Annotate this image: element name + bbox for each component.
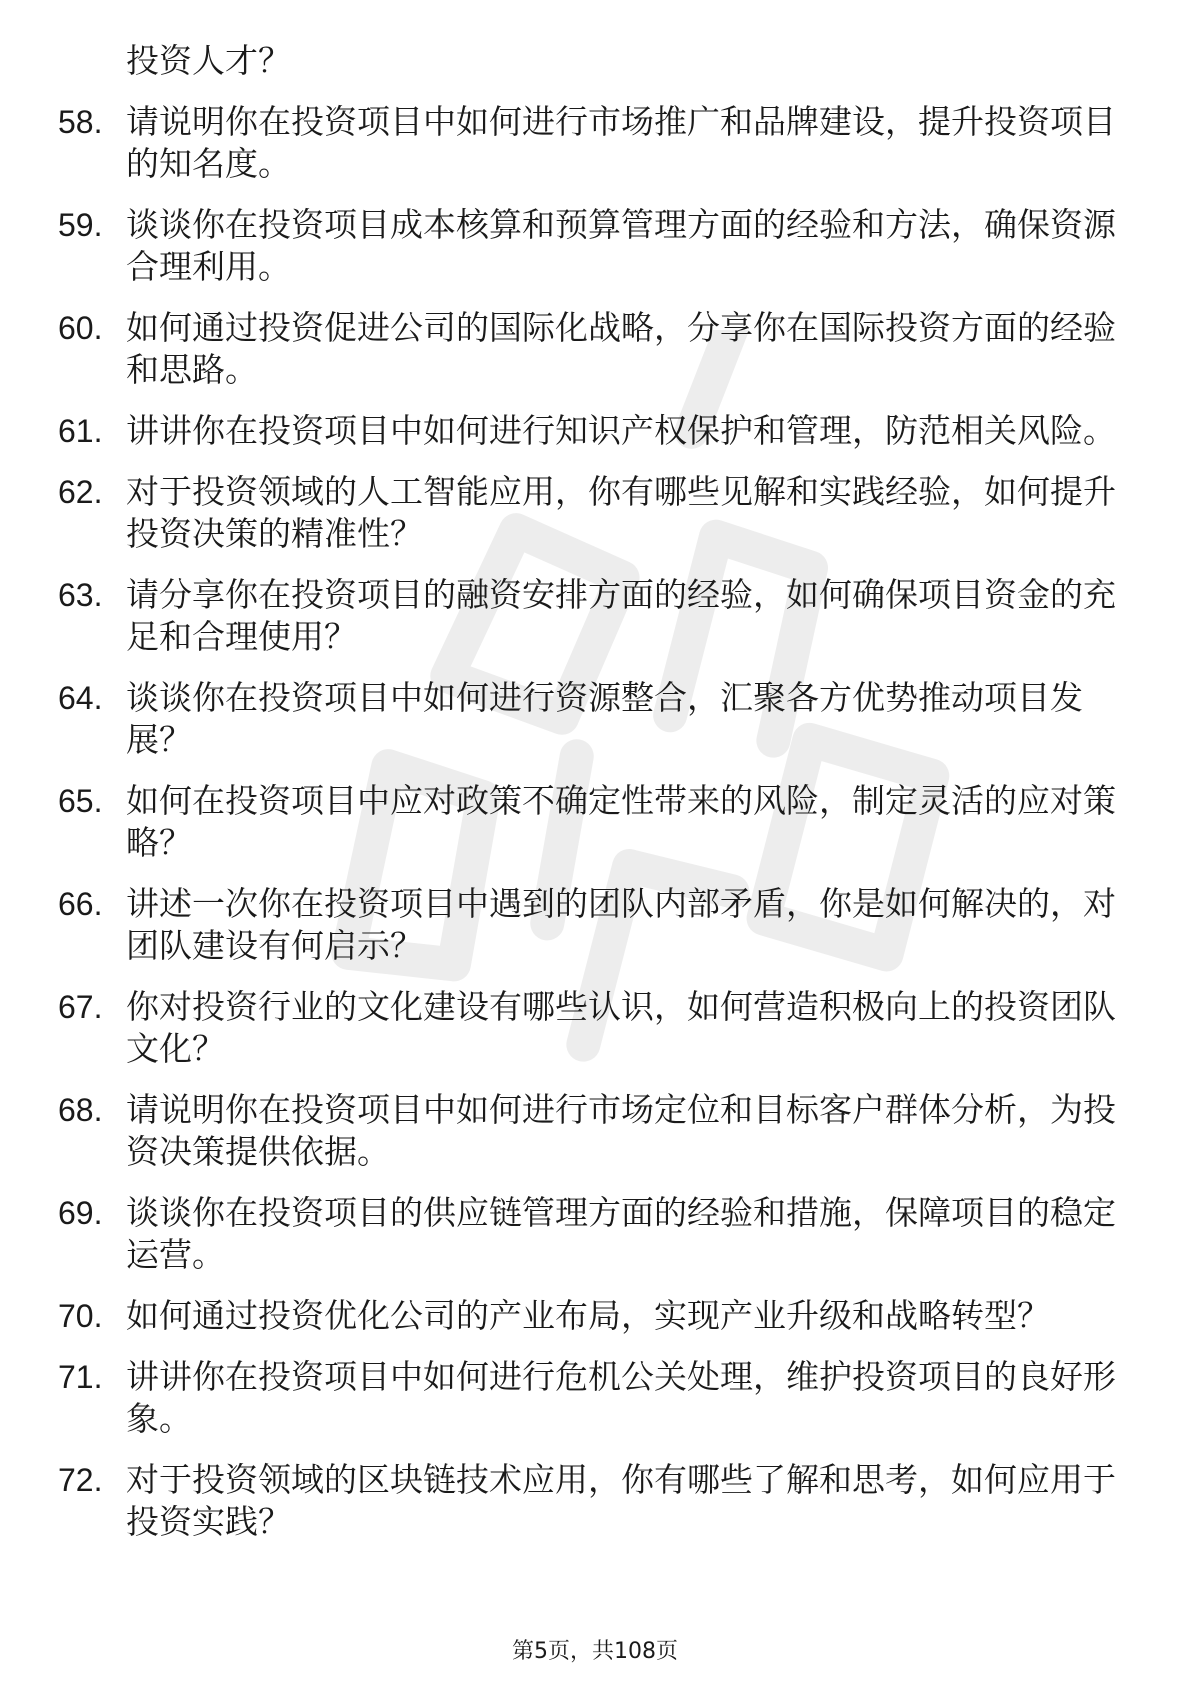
list-item bbox=[58, 471, 1120, 555]
item-text: 讲述一次你在投资项目中遇到的团队内部矛盾，你是如何解决的，对团队建设有何启示？ bbox=[126, 884, 1116, 965]
item-number: 67. bbox=[58, 989, 103, 1025]
item-text: 如何在投资项目中应对政策不确定性带来的风险，制定灵活的应对策略？ bbox=[126, 781, 1116, 862]
item-text: 讲讲你在投资项目中如何进行危机公关处理，维护投资项目的良好形象。 bbox=[126, 1357, 1116, 1438]
item-number: 62. bbox=[58, 474, 103, 510]
list-item bbox=[58, 410, 1120, 452]
item-number: 63. bbox=[58, 577, 103, 613]
list-item bbox=[58, 1192, 1120, 1276]
list-item bbox=[58, 1295, 1120, 1337]
item-text: 投资人才？ bbox=[126, 41, 291, 80]
item-number: 64. bbox=[58, 680, 103, 716]
item-number: 72. bbox=[58, 1462, 103, 1498]
list-item bbox=[58, 307, 1120, 391]
item-text: 请说明你在投资项目中如何进行市场推广和品牌建设，提升投资项目的知名度。 bbox=[126, 102, 1116, 183]
list-item bbox=[58, 1459, 1120, 1543]
item-number: 68. bbox=[58, 1092, 103, 1128]
list-item bbox=[58, 883, 1120, 967]
item-text: 谈谈你在投资项目中如何进行资源整合，汇聚各方优势推动项目发展？ bbox=[126, 678, 1083, 759]
item-text: 对于投资领域的区块链技术应用，你有哪些了解和思考，如何应用于投资实践？ bbox=[126, 1460, 1116, 1541]
item-text: 讲讲你在投资项目中如何进行知识产权保护和管理，防范相关风险。 bbox=[126, 411, 1116, 450]
list-item bbox=[58, 1089, 1120, 1173]
item-number: 65. bbox=[58, 783, 103, 819]
list-item bbox=[58, 574, 1120, 658]
item-text: 请分享你在投资项目的融资安排方面的经验，如何确保项目资金的充足和合理使用？ bbox=[126, 575, 1116, 656]
list-item bbox=[58, 1356, 1120, 1440]
item-text: 谈谈你在投资项目成本核算和预算管理方面的经验和方法，确保资源合理利用。 bbox=[126, 205, 1116, 286]
item-number: 59. bbox=[58, 207, 103, 243]
item-number: 66. bbox=[58, 886, 103, 922]
item-number: 60. bbox=[58, 310, 103, 346]
list-item bbox=[58, 780, 1120, 864]
list-item bbox=[58, 40, 1120, 82]
item-text: 请说明你在投资项目中如何进行市场定位和目标客户群体分析，为投资决策提供依据。 bbox=[126, 1090, 1116, 1171]
item-number: 70. bbox=[58, 1298, 103, 1334]
item-text: 谈谈你在投资项目的供应链管理方面的经验和措施，保障项目的稳定运营。 bbox=[126, 1193, 1116, 1274]
item-text: 如何通过投资促进公司的国际化战略，分享你在国际投资方面的经验和思路。 bbox=[126, 308, 1116, 389]
item-number: 71. bbox=[58, 1359, 103, 1395]
item-number: 58. bbox=[58, 104, 103, 140]
item-number: 69. bbox=[58, 1195, 103, 1231]
item-text: 如何通过投资优化公司的产业布局，实现产业升级和战略转型？ bbox=[126, 1296, 1050, 1335]
item-text: 你对投资行业的文化建设有哪些认识，如何营造积极向上的投资团队文化？ bbox=[126, 987, 1116, 1068]
page-footer: 第5页，共108页 bbox=[512, 1639, 678, 1664]
list-item bbox=[58, 101, 1120, 185]
item-number: 61. bbox=[58, 413, 103, 449]
question-list bbox=[58, 40, 1120, 1562]
list-item bbox=[58, 677, 1120, 761]
list-item bbox=[58, 204, 1120, 288]
list-item bbox=[58, 986, 1120, 1070]
item-text: 对于投资领域的人工智能应用，你有哪些见解和实践经验，如何提升投资决策的精准性？ bbox=[126, 472, 1116, 553]
